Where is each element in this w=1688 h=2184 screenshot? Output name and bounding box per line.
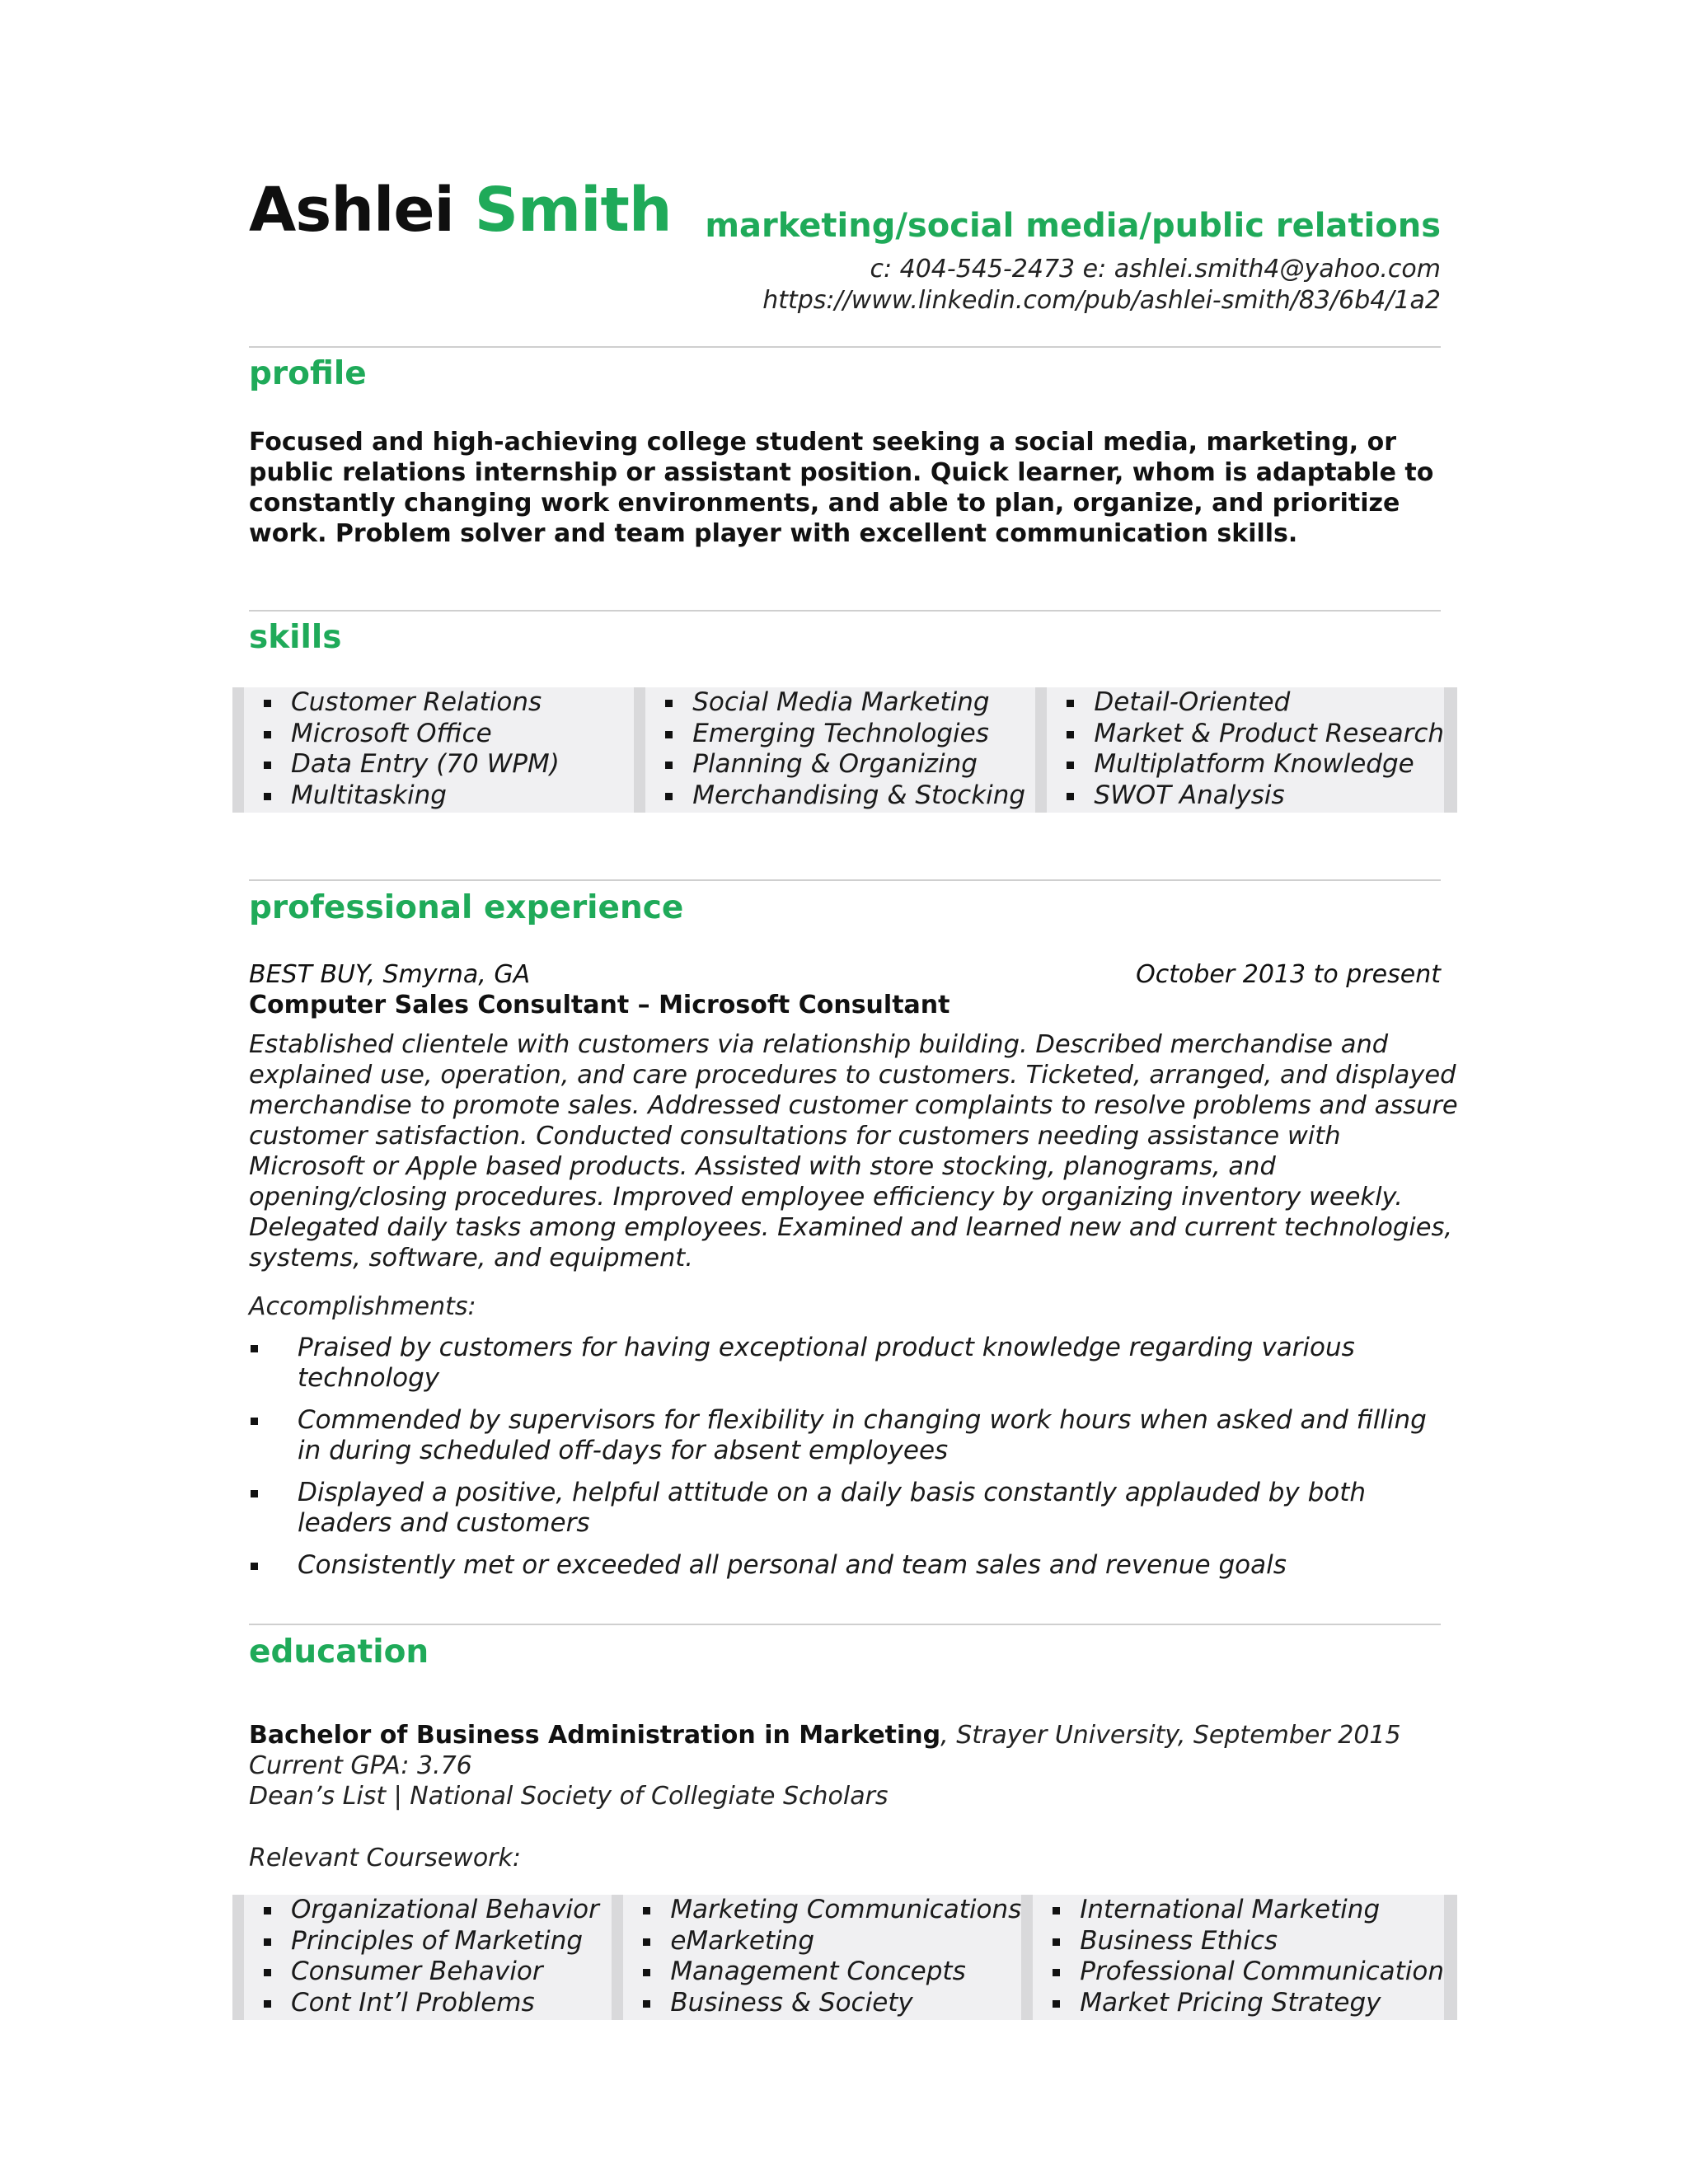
course-item: Consumer Behavior <box>262 1957 612 1988</box>
course-item: Principles of Marketing <box>262 1926 612 1957</box>
honors-separator: | <box>386 1782 410 1811</box>
employer: BEST BUY, Smyrna, GA <box>249 960 531 989</box>
coursework-column <box>1021 1895 1457 2020</box>
honor-society: National Society of Collegiate Scholars <box>410 1782 889 1811</box>
skills-column <box>232 687 634 813</box>
skills-column <box>1035 687 1457 813</box>
divider <box>249 346 1441 348</box>
degree-line <box>249 1720 1401 1751</box>
accomplishment-item: Displayed a positive, helpful attitude on a daily basis constantly applauded by both leaders and customers <box>249 1478 1441 1539</box>
course-item: Cont Int’l Problems <box>262 1988 612 2019</box>
job-dates: October 2013 to present <box>1136 960 1441 989</box>
skill-item: Market & Product Research <box>1065 719 1444 750</box>
divider <box>249 879 1441 881</box>
skill-item: Emerging Technologies <box>663 719 1035 750</box>
accomplishments-label: Accomplishments: <box>249 1292 476 1321</box>
last-name: Smith <box>474 175 672 246</box>
course-item: Business Ethics <box>1051 1926 1444 1957</box>
course-item: Market Pricing Strategy <box>1051 1988 1444 2019</box>
accomplishment-item: Consistently met or exceeded all personal and team sales and revenue goals <box>249 1550 1441 1581</box>
first-name: Ashlei <box>249 175 454 246</box>
skills-heading: skills <box>249 619 342 656</box>
divider <box>249 1624 1441 1625</box>
accomplishments-list <box>249 1333 1441 1592</box>
profile-heading: profile <box>249 355 367 392</box>
course-item: Marketing Communications <box>641 1895 1021 1926</box>
skill-item: Microsoft Office <box>262 719 634 750</box>
skill-item: Data Entry (70 WPM) <box>262 749 634 780</box>
accomplishment-item: Praised by customers for having exceptional product knowledge regarding various technology <box>249 1333 1441 1394</box>
skill-item: Detail-Oriented <box>1065 687 1444 719</box>
degree: Bachelor of Business Administration in Marketing <box>249 1721 941 1750</box>
skills-column <box>634 687 1035 813</box>
course-item: Business & Society <box>641 1988 1021 2019</box>
skill-item: Customer Relations <box>262 687 634 719</box>
coursework-label: Relevant Coursework: <box>249 1844 521 1872</box>
accomplishment-item: Commended by supervisors for flexibility in changing work hours when asked and filling in during scheduled off-days for absent employees <box>249 1405 1441 1466</box>
skill-item: Multiplatform Knowledge <box>1065 749 1444 780</box>
coursework-column <box>612 1895 1021 2020</box>
divider <box>249 610 1441 612</box>
skills-grid <box>232 687 1457 813</box>
course-item: Organizational Behavior <box>262 1895 612 1926</box>
experience-heading: professional experience <box>249 889 684 926</box>
honors-line <box>249 1781 889 1812</box>
skill-item: Social Media Marketing <box>663 687 1035 719</box>
contact-phone-email: c: 404-545-2473 e: ashlei.smith4@yahoo.com <box>870 255 1441 284</box>
job-title: Computer Sales Consultant – Microsoft Consultant <box>249 991 950 1019</box>
course-item: eMarketing <box>641 1926 1021 1957</box>
gpa: Current GPA: 3.76 <box>249 1751 472 1780</box>
course-item: Management Concepts <box>641 1957 1021 1988</box>
skill-item: SWOT Analysis <box>1065 780 1444 812</box>
school-and-date: , Strayer University, September 2015 <box>940 1721 1401 1750</box>
linkedin-url: https://www.linkedin.com/pub/ashlei-smith/83/6b4/1a2 <box>762 286 1441 315</box>
education-heading: education <box>249 1633 429 1671</box>
contact-block <box>762 254 1441 316</box>
profile-summary: Focused and high-achieving college student seeking a social media, marketing, or public relations internship or assistant position. Quick learner, whom is adaptable to constantly changing work environments, and able to plan, organize, and prioritize work. Problem solver and team player with excellent communication skills. <box>249 428 1434 548</box>
honor-deans-list: Dean’s List <box>249 1782 387 1811</box>
skill-item: Multitasking <box>262 780 634 812</box>
coursework-column <box>232 1895 612 2020</box>
skill-item: Planning & Organizing <box>663 749 1035 780</box>
headline: marketing/social media/public relations <box>705 207 1441 245</box>
candidate-name <box>249 175 672 246</box>
course-item: International Marketing <box>1051 1895 1444 1926</box>
coursework-grid <box>232 1895 1457 2020</box>
job-description: Established clientele with customers via relationship building. Described merchandise and explained use, operation, and care procedures to customers. Ticketed, arranged, and displayed merchandise to promote sales. Addressed customer complaints to resolve problems and assure customer satisfaction. Conducted consultations for customers needing assistance with Microsoft or Apple based products. Assisted with store stocking, planograms, and opening/closing procedures. Improved employee efficiency by organizing inventory weekly. Delegated daily tasks among employees. Examined and learned new and current technologies, systems, software, and equipment. <box>249 1030 1458 1272</box>
job-header <box>249 959 1441 991</box>
skill-item: Merchandising & Stocking <box>663 780 1035 812</box>
course-item: Professional Communication <box>1051 1957 1444 1988</box>
